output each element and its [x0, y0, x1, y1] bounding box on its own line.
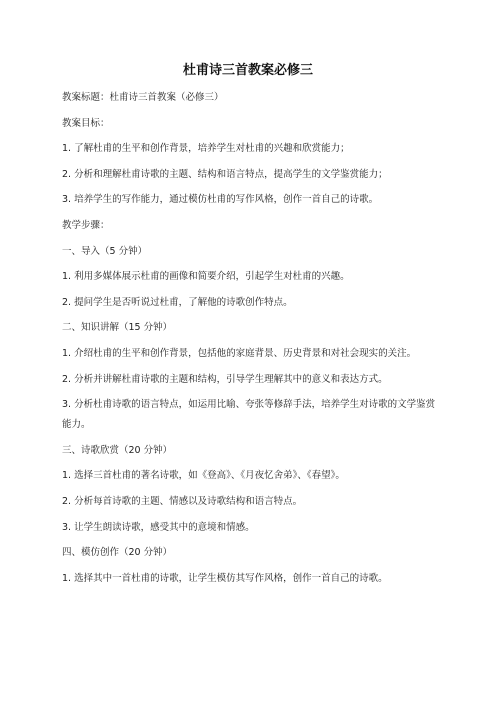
objectives-heading: 教案目标：: [62, 117, 110, 129]
objective-item-1: 1. 了解杜甫的生平和创作背景，培养学生对杜甫的兴趣和欣赏能力；: [62, 143, 350, 155]
knowledge-step-1: 1. 介绍杜甫的生平和创作背景，包括他的家庭背景、历史背景和对社会现实的关注。: [62, 347, 417, 359]
intro-step-2: 2. 提问学生是否听说过杜甫，了解他的诗歌创作特点。: [62, 296, 293, 308]
appreciation-step-2: 2. 分析每首诗歌的主题、情感以及诗歌结构和语言特点。: [62, 495, 303, 507]
section-heading-appreciation: 三、诗歌欣赏（20 分钟）: [62, 444, 173, 456]
intro-step-1: 1. 利用多媒体展示杜甫的画像和简要介绍，引起学生对杜甫的兴趣。: [62, 271, 350, 283]
appreciation-step-3: 3. 让学生朗读诗歌，感受其中的意境和情感。: [62, 521, 255, 533]
document-body: [62, 92, 440, 598]
knowledge-step-2: 2. 分析并讲解杜甫诗歌的主题和结构，引导学生理解其中的意义和表达方式。: [62, 373, 388, 385]
knowledge-step-3: 3. 分析杜甫诗歌的语言特点，如运用比喻、夸张等修辞手法，培养学生对诗歌的文学鉴赏能力。: [62, 399, 436, 431]
appreciation-step-1: 1. 选择三首杜甫的著名诗歌，如《登高》、《月夜忆舍弟》、《春望》。: [62, 470, 345, 482]
teaching-steps-heading: 教学步骤：: [62, 219, 110, 231]
section-heading-intro: 一、导入（5 分钟）: [62, 245, 148, 257]
section-heading-knowledge: 二、知识讲解（15 分钟）: [62, 322, 173, 334]
objective-item-3: 3. 培养学生的写作能力，通过模仿杜甫的写作风格，创作一首自己的诗歌。: [62, 194, 379, 206]
section-heading-imitation: 四、模仿创作（20 分钟）: [62, 547, 173, 559]
lesson-plan-title-line: 教案标题：杜甫诗三首教案（必修三）: [62, 92, 224, 103]
document-title: 杜甫诗三首教案必修三: [182, 63, 313, 78]
imitation-step-1: 1. 选择其中一首杜甫的诗歌，让学生模仿其写作风格，创作一首自己的诗歌。: [62, 572, 388, 584]
objective-item-2: 2. 分析和理解杜甫诗歌的主题、结构和语言特点，提高学生的文学鉴赏能力；: [62, 168, 388, 180]
